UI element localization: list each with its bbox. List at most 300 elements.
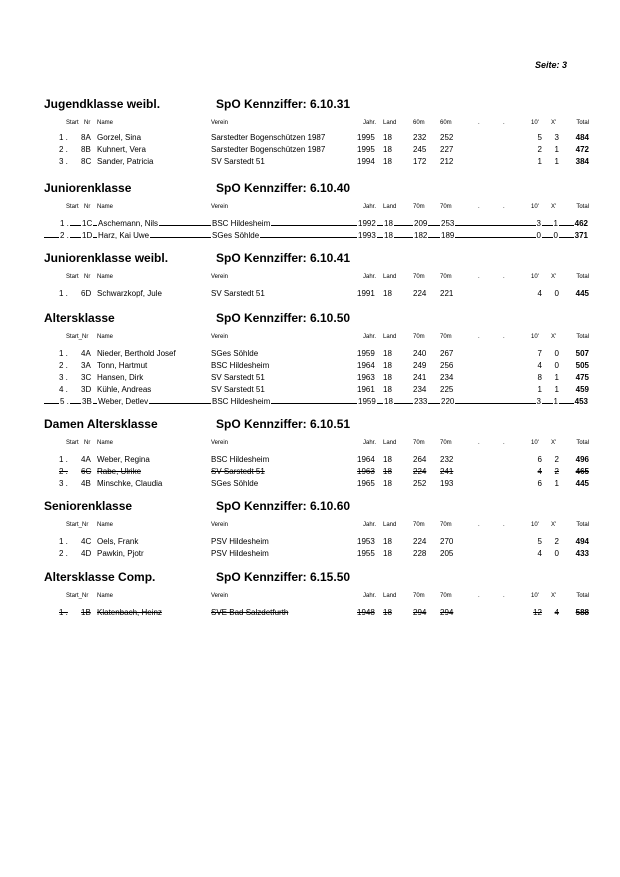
start-nr-cell: 6D <box>81 289 92 298</box>
distance1-cell: 240 <box>413 349 427 358</box>
col-tens: 10' <box>531 593 539 599</box>
col-x: X' <box>551 204 557 210</box>
distance1-cell: 233 <box>414 397 428 406</box>
name-cell: Minschke, Claudia <box>97 479 163 488</box>
name-cell: Klatenbach, Heinz <box>97 608 162 617</box>
section-code: SpO Kennziffer: 6.10.41 <box>216 251 351 265</box>
tens-cell: 1 <box>537 385 542 394</box>
rank-cell: 1 . <box>60 219 69 228</box>
name-cell: Weber, Detlev <box>98 397 149 406</box>
club-cell: SVE Bad Salzdetfurth <box>211 608 289 617</box>
col-verein: Verein <box>211 274 229 280</box>
col-verein: Verein <box>211 440 229 446</box>
total-cell: 505 <box>575 361 589 370</box>
start-nr-cell: 4A <box>81 349 91 358</box>
col-dot2: . <box>503 522 505 528</box>
table-row <box>0 549 620 561</box>
x-cell: 2 <box>554 537 559 546</box>
table-row <box>0 537 620 549</box>
rank-cell: 4 . <box>59 385 68 394</box>
col-total: Total <box>576 440 589 446</box>
col-dot1: . <box>478 274 480 280</box>
land-cell: 18 <box>384 231 393 240</box>
distance2-cell: 253 <box>441 219 455 228</box>
col-jahr: Jahr. <box>362 522 376 528</box>
name-cell: Sander, Patricia <box>97 157 154 166</box>
start-nr-cell: 4A <box>81 455 91 464</box>
col-name: Name <box>97 334 114 340</box>
year-cell: 1964 <box>357 455 375 464</box>
tens-cell: 0 <box>536 231 541 240</box>
total-cell: 445 <box>575 479 589 488</box>
distance1-cell: 224 <box>413 537 427 546</box>
name-cell: Kühle, Andreas <box>97 385 152 394</box>
section-title: Juniorenklasse <box>44 181 132 195</box>
col-tens: 10' <box>531 334 539 340</box>
year-cell: 1995 <box>357 145 375 154</box>
table-row <box>0 455 620 467</box>
rank-cell: 2 . <box>59 361 68 370</box>
section-title: Seniorenklasse <box>44 499 133 513</box>
col-dot1: . <box>478 334 480 340</box>
tens-cell: 6 <box>537 479 542 488</box>
name-cell: Schwarzkopf, Jule <box>97 289 162 298</box>
col-x: X' <box>551 593 557 599</box>
year-cell: 1959 <box>357 349 375 358</box>
name-cell: Pawkin, Pjotr <box>97 549 144 558</box>
col-x: X' <box>551 522 557 528</box>
name-cell: Harz, Kai Uwe <box>98 231 150 240</box>
col-verein: Verein <box>211 334 229 340</box>
table-row <box>0 157 620 169</box>
tens-cell: 8 <box>537 373 542 382</box>
tens-cell: 5 <box>537 537 542 546</box>
rank-cell: 1 . <box>59 537 68 546</box>
name-cell: Kuhnert, Vera <box>97 145 146 154</box>
year-cell: 1993 <box>358 231 376 240</box>
col-name: Name <box>97 120 114 126</box>
club-cell: SV Sarstedt 51 <box>211 289 265 298</box>
col-dist2: 60m <box>440 120 452 126</box>
distance2-cell: 252 <box>440 133 454 142</box>
name-cell: Aschemann, Nils <box>98 219 159 228</box>
tens-cell: 12 <box>533 608 542 617</box>
rank-cell: 3 . <box>59 373 68 382</box>
tens-cell: 4 <box>537 289 542 298</box>
start-nr-cell: 8B <box>81 145 91 154</box>
section-code: SpO Kennziffer: 6.15.50 <box>216 570 351 584</box>
col-dist2: 70m <box>440 334 452 340</box>
column-headers <box>0 593 620 603</box>
col-tens: 10' <box>531 440 539 446</box>
table-row <box>0 479 620 491</box>
total-cell: 459 <box>575 385 589 394</box>
col-total: Total <box>576 522 589 528</box>
col-start-nr: Start_Nr <box>66 522 89 528</box>
col-x: X' <box>551 120 557 126</box>
distance2-cell: 227 <box>440 145 454 154</box>
year-cell: 1964 <box>357 361 375 370</box>
start-nr-cell: 1D <box>82 231 93 240</box>
section-code: SpO Kennziffer: 6.10.51 <box>216 417 351 431</box>
distance2-cell: 294 <box>440 608 454 617</box>
col-dot2: . <box>503 204 505 210</box>
col-tens: 10' <box>531 522 539 528</box>
table-row <box>0 361 620 373</box>
col-verein: Verein <box>211 204 229 210</box>
tens-cell: 6 <box>537 455 542 464</box>
rank-cell: 1 . <box>59 455 68 464</box>
section-title: Damen Altersklasse <box>44 417 158 431</box>
land-cell: 18 <box>383 157 392 166</box>
year-cell: 1955 <box>357 549 375 558</box>
club-cell: SV Sarstedt 51 <box>211 467 265 476</box>
rank-cell: 2 . <box>59 467 68 476</box>
col-name: Name <box>97 522 114 528</box>
rank-cell: 3 . <box>59 157 68 166</box>
col-start-nr: Start_Nr <box>66 593 89 599</box>
table-row <box>0 289 620 301</box>
col-jahr: Jahr. <box>362 204 376 210</box>
start-nr-cell: 4D <box>81 549 92 558</box>
col-x: X' <box>551 274 557 280</box>
distance1-cell: 209 <box>414 219 428 228</box>
column-headers <box>0 120 620 130</box>
name-cell: Hansen, Dirk <box>97 373 144 382</box>
rank-cell: 5 . <box>60 397 69 406</box>
col-verein: Verein <box>211 522 229 528</box>
land-cell: 18 <box>383 349 392 358</box>
col-dist1: 70m <box>413 274 425 280</box>
col-x: X' <box>551 334 557 340</box>
distance1-cell: 241 <box>413 373 427 382</box>
rank-cell: 2 . <box>59 145 68 154</box>
year-cell: 1961 <box>357 385 375 394</box>
distance1-cell: 182 <box>414 231 428 240</box>
year-cell: 1992 <box>358 219 376 228</box>
col-start: Start <box>66 204 79 210</box>
rank-cell: 1 . <box>59 289 68 298</box>
distance2-cell: 212 <box>440 157 454 166</box>
distance1-cell: 252 <box>413 479 427 488</box>
total-cell: 433 <box>575 549 589 558</box>
rank-cell: 2 . <box>59 549 68 558</box>
col-dist2: 70m <box>440 522 452 528</box>
distance2-cell: 225 <box>440 385 454 394</box>
distance2-cell: 256 <box>440 361 454 370</box>
total-cell: 507 <box>575 349 589 358</box>
land-cell: 18 <box>383 455 392 464</box>
distance2-cell: 232 <box>440 455 454 464</box>
section-code: SpO Kennziffer: 6.10.31 <box>216 97 351 111</box>
x-cell: 2 <box>554 455 559 464</box>
col-total: Total <box>576 593 589 599</box>
year-cell: 1959 <box>358 397 376 406</box>
col-nr: Nr <box>84 204 91 210</box>
section-title: Juniorenklasse weibl. <box>44 251 169 265</box>
column-headers <box>0 440 620 450</box>
col-x: X' <box>551 440 557 446</box>
land-cell: 18 <box>383 361 392 370</box>
col-name: Name <box>97 204 114 210</box>
club-cell: SGes Söhlde <box>211 479 259 488</box>
name-cell: Nieder, Berthold Josef <box>97 349 176 358</box>
distance1-cell: 245 <box>413 145 427 154</box>
club-cell: SV Sarstedt 51 <box>211 385 265 394</box>
col-dot1: . <box>478 120 480 126</box>
tens-cell: 7 <box>537 349 542 358</box>
club-cell: BSC Hildesheim <box>211 455 270 464</box>
year-cell: 1995 <box>357 133 375 142</box>
total-cell: 472 <box>575 145 589 154</box>
year-cell: 1948 <box>357 608 375 617</box>
year-cell: 1994 <box>357 157 375 166</box>
club-cell: SV Sarstedt 51 <box>211 373 265 382</box>
distance1-cell: 264 <box>413 455 427 464</box>
distance2-cell: 220 <box>441 397 455 406</box>
year-cell: 1965 <box>357 479 375 488</box>
col-land: Land <box>383 522 397 528</box>
x-cell: 0 <box>553 231 558 240</box>
land-cell: 18 <box>383 385 392 394</box>
club-cell: Sarstedter Bogenschützen 1987 <box>211 145 326 154</box>
x-cell: 0 <box>554 289 559 298</box>
land-cell: 18 <box>383 289 392 298</box>
x-cell: 0 <box>554 361 559 370</box>
start-nr-cell: 1B <box>81 608 91 617</box>
distance1-cell: 224 <box>413 467 427 476</box>
land-cell: 18 <box>383 133 392 142</box>
col-jahr: Jahr. <box>362 274 376 280</box>
distance1-cell: 228 <box>413 549 427 558</box>
land-cell: 18 <box>383 549 392 558</box>
year-cell: 1953 <box>357 537 375 546</box>
section-code: SpO Kennziffer: 6.10.50 <box>216 311 351 325</box>
col-dot1: . <box>478 440 480 446</box>
distance1-cell: 232 <box>413 133 427 142</box>
col-verein: Verein <box>211 593 229 599</box>
x-cell: 1 <box>553 219 558 228</box>
section-title: Altersklasse <box>44 311 115 325</box>
club-cell: SV Sarstedt 51 <box>211 157 265 166</box>
club-cell: BSC Hildesheim <box>212 219 271 228</box>
section-code: SpO Kennziffer: 6.10.60 <box>216 499 351 513</box>
tens-cell: 4 <box>537 467 542 476</box>
col-dist2: 70m <box>440 204 452 210</box>
club-cell: SGes Söhlde <box>211 349 259 358</box>
col-name: Name <box>97 274 114 280</box>
x-cell: 3 <box>554 133 559 142</box>
column-headers <box>0 274 620 284</box>
col-tens: 10' <box>531 204 539 210</box>
start-nr-cell: 6C <box>81 467 92 476</box>
club-cell: PSV Hildesheim <box>211 537 269 546</box>
rank-cell: 1 . <box>59 349 68 358</box>
col-dist1: 70m <box>413 522 425 528</box>
land-cell: 18 <box>384 397 393 406</box>
distance2-cell: 221 <box>440 289 454 298</box>
name-cell: Rabe, Ulrike <box>97 467 142 476</box>
col-jahr: Jahr. <box>362 334 376 340</box>
start-nr-cell: 4C <box>81 537 92 546</box>
col-land: Land <box>383 440 397 446</box>
tens-cell: 4 <box>537 549 542 558</box>
distance2-cell: 205 <box>440 549 454 558</box>
land-cell: 18 <box>383 608 392 617</box>
page-label: Seite: 3 <box>535 60 568 70</box>
distance2-cell: 270 <box>440 537 454 546</box>
col-dist1: 70m <box>413 440 425 446</box>
land-cell: 18 <box>383 479 392 488</box>
x-cell: 2 <box>554 467 559 476</box>
distance2-cell: 189 <box>441 231 455 240</box>
col-verein: Verein <box>211 120 229 126</box>
column-headers <box>0 522 620 532</box>
start-nr-cell: 4B <box>81 479 91 488</box>
distance1-cell: 234 <box>413 385 427 394</box>
name-cell: Tonn, Hartmut <box>97 361 148 370</box>
start-nr-cell: 3A <box>81 361 91 370</box>
total-cell: 371 <box>574 231 588 240</box>
tens-cell: 3 <box>536 219 541 228</box>
col-dot1: . <box>478 593 480 599</box>
distance1-cell: 172 <box>413 157 427 166</box>
col-nr: Nr <box>84 274 91 280</box>
col-start-nr: Start_Nr <box>66 334 89 340</box>
col-dist1: 70m <box>413 204 425 210</box>
table-row <box>0 608 620 620</box>
col-total: Total <box>576 334 589 340</box>
col-tens: 10' <box>531 120 539 126</box>
land-cell: 18 <box>383 537 392 546</box>
table-row <box>0 219 620 231</box>
distance2-cell: 241 <box>440 467 454 476</box>
col-nr: Nr <box>84 120 91 126</box>
col-dist1: 60m <box>413 120 425 126</box>
table-row <box>0 231 620 243</box>
col-jahr: Jahr. <box>362 593 376 599</box>
col-name: Name <box>97 440 114 446</box>
start-nr-cell: 1C <box>82 219 93 228</box>
col-dist2: 70m <box>440 593 452 599</box>
start-nr-cell: 8A <box>81 133 91 142</box>
land-cell: 18 <box>383 467 392 476</box>
distance2-cell: 193 <box>440 479 454 488</box>
col-dot1: . <box>478 522 480 528</box>
table-row <box>0 397 620 409</box>
year-cell: 1991 <box>357 289 375 298</box>
col-land: Land <box>383 274 397 280</box>
total-cell: 465 <box>575 467 589 476</box>
distance2-cell: 267 <box>440 349 454 358</box>
col-start: Start <box>66 120 79 126</box>
total-cell: 588 <box>575 608 589 617</box>
land-cell: 18 <box>383 145 392 154</box>
name-cell: Weber, Regina <box>97 455 150 464</box>
col-dot2: . <box>503 120 505 126</box>
col-start: Start <box>66 440 79 446</box>
tens-cell: 1 <box>537 157 542 166</box>
col-jahr: Jahr. <box>362 440 376 446</box>
col-dist2: 70m <box>440 274 452 280</box>
total-cell: 496 <box>575 455 589 464</box>
rank-cell: 1 . <box>59 608 68 617</box>
total-cell: 494 <box>575 537 589 546</box>
column-headers <box>0 204 620 214</box>
distance1-cell: 249 <box>413 361 427 370</box>
total-cell: 445 <box>575 289 589 298</box>
table-row <box>0 373 620 385</box>
col-land: Land <box>383 334 397 340</box>
table-row <box>0 349 620 361</box>
col-dot2: . <box>503 440 505 446</box>
col-tens: 10' <box>531 274 539 280</box>
table-row <box>0 145 620 157</box>
total-cell: 453 <box>574 397 588 406</box>
x-cell: 4 <box>554 608 559 617</box>
col-dot2: . <box>503 274 505 280</box>
name-cell: Oels, Frank <box>97 537 139 546</box>
col-land: Land <box>383 204 397 210</box>
x-cell: 1 <box>554 479 559 488</box>
total-cell: 475 <box>575 373 589 382</box>
rank-cell: 3 . <box>59 479 68 488</box>
tens-cell: 5 <box>537 133 542 142</box>
col-total: Total <box>576 274 589 280</box>
club-cell: BSC Hildesheim <box>211 361 270 370</box>
tens-cell: 2 <box>537 145 542 154</box>
x-cell: 1 <box>554 145 559 154</box>
section-code: SpO Kennziffer: 6.10.40 <box>216 181 351 195</box>
start-nr-cell: 3D <box>81 385 92 394</box>
col-land: Land <box>383 120 397 126</box>
land-cell: 18 <box>383 373 392 382</box>
table-row <box>0 133 620 145</box>
start-nr-cell: 8C <box>81 157 92 166</box>
name-cell: Gorzel, Sina <box>97 133 142 142</box>
club-cell: BSC Hildesheim <box>212 397 271 406</box>
col-dist1: 70m <box>413 593 425 599</box>
col-total: Total <box>576 204 589 210</box>
club-cell: PSV Hildesheim <box>211 549 269 558</box>
start-nr-cell: 3C <box>81 373 92 382</box>
col-nr: Nr <box>84 440 91 446</box>
section-title: Jugendklasse weibl. <box>44 97 161 111</box>
rank-cell: 1 . <box>59 133 68 142</box>
col-land: Land <box>383 593 397 599</box>
x-cell: 0 <box>554 549 559 558</box>
table-row <box>0 467 620 479</box>
rank-cell: 2 . <box>60 231 69 240</box>
total-cell: 484 <box>575 133 589 142</box>
col-dist1: 70m <box>413 334 425 340</box>
total-cell: 462 <box>574 219 588 228</box>
col-jahr: Jahr. <box>362 120 376 126</box>
distance2-cell: 234 <box>440 373 454 382</box>
distance1-cell: 294 <box>413 608 427 617</box>
start-nr-cell: 3B <box>82 397 92 406</box>
x-cell: 0 <box>554 349 559 358</box>
col-dist2: 70m <box>440 440 452 446</box>
land-cell: 18 <box>384 219 393 228</box>
total-cell: 384 <box>575 157 589 166</box>
club-cell: Sarstedter Bogenschützen 1987 <box>211 133 326 142</box>
x-cell: 1 <box>554 373 559 382</box>
tens-cell: 3 <box>536 397 541 406</box>
x-cell: 1 <box>554 157 559 166</box>
tens-cell: 4 <box>537 361 542 370</box>
col-start: Start <box>66 274 79 280</box>
